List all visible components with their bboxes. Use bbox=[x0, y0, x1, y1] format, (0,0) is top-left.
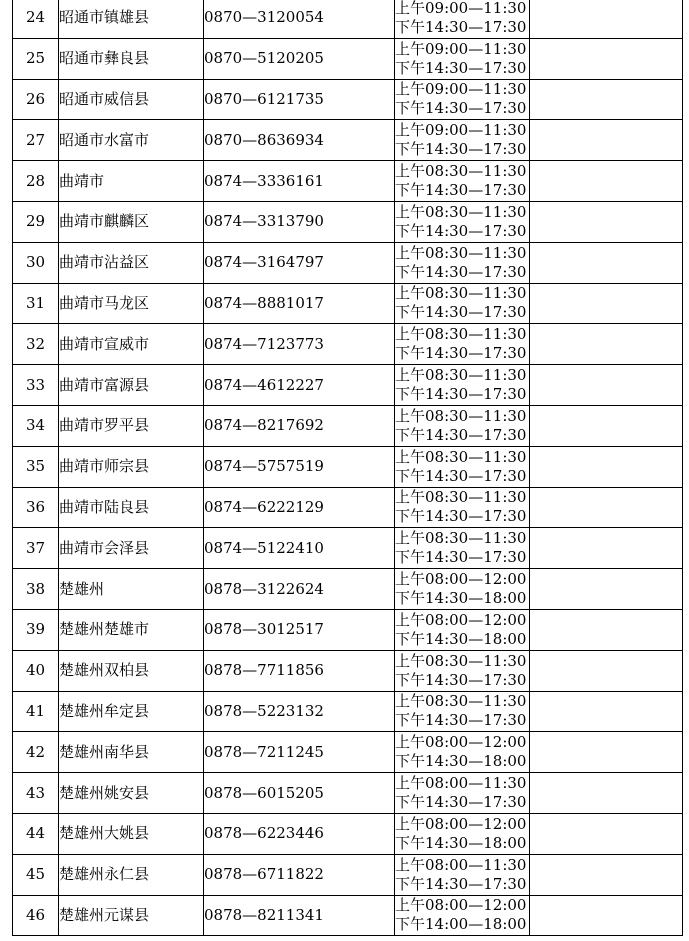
blank-cell bbox=[530, 813, 683, 854]
blank-cell bbox=[530, 283, 683, 324]
morning-hours: 上午08:30—11:30 bbox=[395, 284, 527, 303]
service-hours-cell bbox=[395, 405, 530, 446]
row-number-cell: 29 bbox=[13, 201, 59, 242]
afternoon-hours: 下午14:30—17:30 bbox=[395, 793, 527, 812]
afternoon-hours: 下午14:30—17:30 bbox=[395, 181, 527, 200]
blank-cell bbox=[530, 324, 683, 365]
row-number-cell: 28 bbox=[13, 161, 59, 202]
region-name-cell: 昭通市水富市 bbox=[59, 120, 204, 161]
service-hours-cell bbox=[395, 773, 530, 814]
afternoon-hours: 下午14:30—17:30 bbox=[395, 711, 527, 730]
table-row bbox=[13, 773, 683, 814]
afternoon-hours: 下午14:30—17:30 bbox=[395, 670, 527, 689]
table-row bbox=[13, 38, 683, 79]
afternoon-hours: 下午14:30—17:30 bbox=[395, 425, 527, 444]
row-number-cell: 32 bbox=[13, 324, 59, 365]
row-number-cell: 27 bbox=[13, 120, 59, 161]
region-name-cell: 楚雄州永仁县 bbox=[59, 854, 204, 895]
row-number-cell: 25 bbox=[13, 38, 59, 79]
afternoon-hours: 下午14:30—17:30 bbox=[395, 303, 527, 322]
table-row bbox=[13, 0, 683, 38]
phone-number-cell: 0870—8636934 bbox=[204, 120, 395, 161]
phone-number-cell: 0878—7711856 bbox=[204, 650, 395, 691]
afternoon-hours: 下午14:30—18:00 bbox=[395, 589, 527, 608]
table-row bbox=[13, 446, 683, 487]
phone-number-cell: 0878—7211245 bbox=[204, 732, 395, 773]
morning-hours: 上午09:00—11:30 bbox=[395, 80, 527, 99]
region-name-cell: 楚雄州 bbox=[59, 569, 204, 610]
blank-cell bbox=[530, 528, 683, 569]
row-number-cell: 40 bbox=[13, 650, 59, 691]
phone-number-cell: 0870—6121735 bbox=[204, 79, 395, 120]
region-name-cell: 曲靖市麒麟区 bbox=[59, 201, 204, 242]
morning-hours: 上午08:30—11:30 bbox=[395, 202, 527, 221]
service-hours-cell bbox=[395, 609, 530, 650]
morning-hours: 上午08:00—11:30 bbox=[395, 855, 527, 874]
morning-hours: 上午08:30—11:30 bbox=[395, 488, 527, 507]
phone-number-cell: 0878—5223132 bbox=[204, 691, 395, 732]
morning-hours: 上午08:30—11:30 bbox=[395, 447, 527, 466]
blank-cell bbox=[530, 854, 683, 895]
service-hours-cell bbox=[395, 242, 530, 283]
table-row bbox=[13, 854, 683, 895]
blank-cell bbox=[530, 365, 683, 406]
service-hours-cell bbox=[395, 161, 530, 202]
service-hours-cell bbox=[395, 79, 530, 120]
phone-number-cell: 0878—6015205 bbox=[204, 773, 395, 814]
service-hours-cell bbox=[395, 650, 530, 691]
row-number-cell: 45 bbox=[13, 854, 59, 895]
service-hours-cell bbox=[395, 201, 530, 242]
afternoon-hours: 下午14:30—17:30 bbox=[395, 221, 527, 240]
morning-hours: 上午09:00—11:30 bbox=[395, 39, 527, 58]
table-row bbox=[13, 405, 683, 446]
morning-hours: 上午08:30—11:30 bbox=[395, 406, 527, 425]
morning-hours: 上午09:00—11:30 bbox=[395, 0, 527, 17]
row-number-cell: 35 bbox=[13, 446, 59, 487]
blank-cell bbox=[530, 691, 683, 732]
region-name-cell: 楚雄州大姚县 bbox=[59, 813, 204, 854]
service-hours-cell bbox=[395, 0, 530, 38]
row-number-cell: 31 bbox=[13, 283, 59, 324]
blank-cell bbox=[530, 732, 683, 773]
service-hours-cell bbox=[395, 324, 530, 365]
blank-cell bbox=[530, 609, 683, 650]
row-number-cell: 44 bbox=[13, 813, 59, 854]
afternoon-hours: 下午14:30—17:30 bbox=[395, 874, 527, 893]
row-number-cell: 46 bbox=[13, 895, 59, 936]
phone-number-cell: 0874—6222129 bbox=[204, 487, 395, 528]
morning-hours: 上午08:30—11:30 bbox=[395, 162, 527, 181]
row-number-cell: 34 bbox=[13, 405, 59, 446]
blank-cell bbox=[530, 120, 683, 161]
phone-number-cell: 0874—5122410 bbox=[204, 528, 395, 569]
phone-number-cell: 0870—3120054 bbox=[204, 0, 395, 38]
row-number-cell: 38 bbox=[13, 569, 59, 610]
service-hours-cell bbox=[395, 487, 530, 528]
table-row bbox=[13, 569, 683, 610]
phone-number-cell: 0878—6711822 bbox=[204, 854, 395, 895]
row-number-cell: 37 bbox=[13, 528, 59, 569]
morning-hours: 上午08:30—11:30 bbox=[395, 651, 527, 670]
blank-cell bbox=[530, 487, 683, 528]
phone-number-cell: 0878—3122624 bbox=[204, 569, 395, 610]
region-name-cell: 曲靖市宣威市 bbox=[59, 324, 204, 365]
table-row bbox=[13, 161, 683, 202]
morning-hours: 上午08:00—12:00 bbox=[395, 733, 527, 752]
region-name-cell: 昭通市威信县 bbox=[59, 79, 204, 120]
morning-hours: 上午08:00—12:00 bbox=[395, 610, 527, 629]
row-number-cell: 41 bbox=[13, 691, 59, 732]
blank-cell bbox=[530, 405, 683, 446]
region-name-cell: 曲靖市会泽县 bbox=[59, 528, 204, 569]
region-name-cell: 曲靖市陆良县 bbox=[59, 487, 204, 528]
service-hours-cell bbox=[395, 283, 530, 324]
service-hours-cell bbox=[395, 365, 530, 406]
row-number-cell: 33 bbox=[13, 365, 59, 406]
morning-hours: 上午08:00—12:00 bbox=[395, 814, 527, 833]
blank-cell bbox=[530, 446, 683, 487]
region-name-cell: 昭通市彝良县 bbox=[59, 38, 204, 79]
afternoon-hours: 下午14:30—17:30 bbox=[395, 548, 527, 567]
table-row bbox=[13, 365, 683, 406]
region-name-cell: 曲靖市沾益区 bbox=[59, 242, 204, 283]
phone-number-cell: 0874—5757519 bbox=[204, 446, 395, 487]
afternoon-hours: 下午14:30—18:00 bbox=[395, 629, 527, 648]
region-name-cell: 楚雄州双柏县 bbox=[59, 650, 204, 691]
region-name-cell: 昭通市镇雄县 bbox=[59, 0, 204, 38]
blank-cell bbox=[530, 0, 683, 38]
afternoon-hours: 下午14:30—17:30 bbox=[395, 17, 527, 36]
blank-cell bbox=[530, 895, 683, 936]
row-number-cell: 43 bbox=[13, 773, 59, 814]
region-name-cell: 曲靖市师宗县 bbox=[59, 446, 204, 487]
phone-number-cell: 0870—5120205 bbox=[204, 38, 395, 79]
service-hours-cell bbox=[395, 813, 530, 854]
morning-hours: 上午09:00—11:30 bbox=[395, 121, 527, 140]
region-name-cell: 楚雄州姚安县 bbox=[59, 773, 204, 814]
afternoon-hours: 下午14:30—17:30 bbox=[395, 385, 527, 404]
phone-number-cell: 0874—8881017 bbox=[204, 283, 395, 324]
service-hours-cell bbox=[395, 446, 530, 487]
phone-number-cell: 0874—4612227 bbox=[204, 365, 395, 406]
morning-hours: 上午08:00—12:00 bbox=[395, 896, 527, 915]
table-row bbox=[13, 691, 683, 732]
service-hours-cell bbox=[395, 691, 530, 732]
row-number-cell: 39 bbox=[13, 609, 59, 650]
table-row bbox=[13, 609, 683, 650]
afternoon-hours: 下午14:30—17:30 bbox=[395, 140, 527, 159]
table-row bbox=[13, 732, 683, 773]
morning-hours: 上午08:30—11:30 bbox=[395, 243, 527, 262]
afternoon-hours: 下午14:30—18:00 bbox=[395, 833, 527, 852]
phone-number-cell: 0878—8211341 bbox=[204, 895, 395, 936]
table-row bbox=[13, 324, 683, 365]
table-row bbox=[13, 120, 683, 161]
table-row bbox=[13, 283, 683, 324]
table-row bbox=[13, 528, 683, 569]
service-hours-cell bbox=[395, 854, 530, 895]
service-hours-cell bbox=[395, 732, 530, 773]
row-number-cell: 30 bbox=[13, 242, 59, 283]
table-row bbox=[13, 242, 683, 283]
region-name-cell: 楚雄州南华县 bbox=[59, 732, 204, 773]
phone-number-cell: 0878—3012517 bbox=[204, 609, 395, 650]
afternoon-hours: 下午14:30—17:30 bbox=[395, 58, 527, 77]
afternoon-hours: 下午14:30—17:30 bbox=[395, 99, 527, 118]
blank-cell bbox=[530, 242, 683, 283]
blank-cell bbox=[530, 773, 683, 814]
table-row bbox=[13, 79, 683, 120]
hotline-table bbox=[12, 0, 683, 936]
morning-hours: 上午08:30—11:30 bbox=[395, 529, 527, 548]
morning-hours: 上午08:30—11:30 bbox=[395, 325, 527, 344]
table-row bbox=[13, 487, 683, 528]
blank-cell bbox=[530, 161, 683, 202]
table-row bbox=[13, 650, 683, 691]
blank-cell bbox=[530, 569, 683, 610]
region-name-cell: 曲靖市马龙区 bbox=[59, 283, 204, 324]
table-row bbox=[13, 895, 683, 936]
service-hours-cell bbox=[395, 120, 530, 161]
afternoon-hours: 下午14:30—17:30 bbox=[395, 344, 527, 363]
phone-number-cell: 0874—3164797 bbox=[204, 242, 395, 283]
service-hours-cell bbox=[395, 569, 530, 610]
row-number-cell: 36 bbox=[13, 487, 59, 528]
phone-number-cell: 0874—3336161 bbox=[204, 161, 395, 202]
afternoon-hours: 下午14:30—17:30 bbox=[395, 262, 527, 281]
morning-hours: 上午08:00—12:00 bbox=[395, 570, 527, 589]
blank-cell bbox=[530, 79, 683, 120]
blank-cell bbox=[530, 201, 683, 242]
afternoon-hours: 下午14:30—17:30 bbox=[395, 466, 527, 485]
table-body bbox=[13, 0, 683, 936]
region-name-cell: 楚雄州楚雄市 bbox=[59, 609, 204, 650]
morning-hours: 上午08:30—11:30 bbox=[395, 366, 527, 385]
row-number-cell: 26 bbox=[13, 79, 59, 120]
blank-cell bbox=[530, 650, 683, 691]
phone-number-cell: 0878—6223446 bbox=[204, 813, 395, 854]
row-number-cell: 24 bbox=[13, 0, 59, 38]
region-name-cell: 曲靖市 bbox=[59, 161, 204, 202]
morning-hours: 上午08:00—11:30 bbox=[395, 774, 527, 793]
phone-number-cell: 0874—3313790 bbox=[204, 201, 395, 242]
service-hours-cell bbox=[395, 38, 530, 79]
service-hours-cell bbox=[395, 895, 530, 936]
region-name-cell: 曲靖市富源县 bbox=[59, 365, 204, 406]
service-hours-cell bbox=[395, 528, 530, 569]
region-name-cell: 曲靖市罗平县 bbox=[59, 405, 204, 446]
region-name-cell: 楚雄州牟定县 bbox=[59, 691, 204, 732]
phone-number-cell: 0874—8217692 bbox=[204, 405, 395, 446]
afternoon-hours: 下午14:00—18:00 bbox=[395, 915, 527, 934]
phone-number-cell: 0874—7123773 bbox=[204, 324, 395, 365]
row-number-cell: 42 bbox=[13, 732, 59, 773]
afternoon-hours: 下午14:30—17:30 bbox=[395, 507, 527, 526]
morning-hours: 上午08:30—11:30 bbox=[395, 692, 527, 711]
region-name-cell: 楚雄州元谋县 bbox=[59, 895, 204, 936]
blank-cell bbox=[530, 38, 683, 79]
table-row bbox=[13, 201, 683, 242]
afternoon-hours: 下午14:30—18:00 bbox=[395, 752, 527, 771]
table-row bbox=[13, 813, 683, 854]
